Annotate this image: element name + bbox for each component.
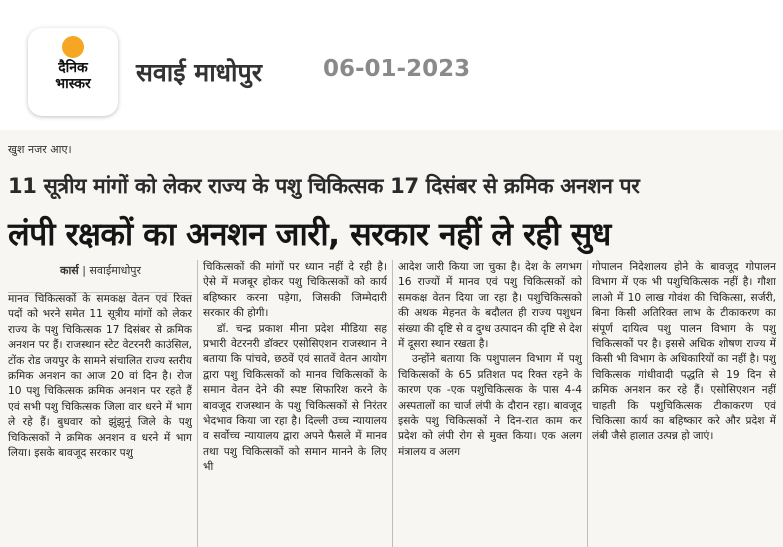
column-2-paragraph-1: चिकित्सकों की मांगों पर ध्यान नहीं दे रही है। ऐसे में मजबूर होकर पशु चिकित्सकों को कार्य बहिष्कार करना पड़ेगा, जिसकी जिम्मेदारी सरकार की होगी। [203, 261, 387, 320]
byline-source: कार्स [60, 264, 79, 277]
cut-off-text [260, 130, 780, 139]
edition-date: 06-01-2023 [323, 56, 471, 82]
article-column-3 [398, 260, 582, 547]
article-kicker: 11 सूत्रीय मांगों को लेकर राज्य के पशु चिकित्सक 17 दिसंबर से क्रमिक अनशन पर [8, 174, 640, 198]
article-column-1 [8, 292, 192, 547]
newspaper-clipping [0, 130, 783, 547]
column-4-paragraph-1: गोपालन निदेशालय होने के बावजूद गोपालन विभाग में एक भी पशुचिकित्सक नहीं है। गौशा लाओ में 10 लाख गोवंश की चिकित्सा, सर्जरी, बिना किसी अतिरिक्त लाभ के टीकाकरण का संपूर्ण दायित्व पशु पालन विभाग के पशु चिकित्सकों पर है। इससे अधिक शोषण राज्य में किसी भी विभाग के अधिकारियों का नहीं है। पशु चिकित्सक गांधीवादी पद्धति से 19 दिन से क्रमिक अनशन कर रहे हैं। एसोसिएशन नहीं चाहती कि पशुचिकित्सक टीकाकरण एवं चिकित्सा कार्य का बहिष्कार करे और प्रदेश में लंबी जैसे हालात उत्पन्न हो जाएं। [592, 261, 776, 443]
column-1-paragraph-1: मानव चिकित्सकों के समकक्ष वेतन एवं रिक्त पदों को भरने समेत 11 सूत्रीय मांगों को लेकर राज्य के पशु चिकित्सक 17 दिसंबर से क्रमिक अनशन पर हैं। राजस्थान स्टेट वेटरनरी काउंसिल, टोंक रोड जयपुर के सामने संचालित राज्य स्तरीय क्रमिक अनशन का आज 20 वां दिन है। रोज 10 पशु चिकित्सक क्रमिक अनशन पर रहते हैं एवं सभी पशु चिकित्सक जिला वार धरने में भाग ले रहे हैं। बुधवार को झुंझुनूं जिले के पशु चिकित्सकों ने क्रमिक अनशन व धरने में भाग लिया। इसके बावजूद सरकार पशु [8, 293, 192, 460]
article-byline [60, 263, 141, 278]
column-divider [392, 260, 393, 547]
article-column-2 [203, 260, 387, 547]
column-3-paragraph-1: आदेश जारी किया जा चुका है। देश के लगभग 16 राज्यों में मानव एवं पशु चिकित्सकों को समकक्ष वेतन दिया जा रहा है। पशुचिकित्सको की अथक मेहनत के बदौलत ही राज्य पशुधन संख्या की दृष्टि से व दुग्ध उत्पादन की दृष्टि से देश में दूसरा स्थान रखता है। [398, 261, 582, 351]
article-column-4 [592, 260, 776, 547]
column-divider [587, 260, 588, 547]
previous-article-fragment: खुश नजर आए। [8, 143, 72, 156]
sun-icon [62, 36, 84, 58]
column-3-paragraph-2: उन्होंने बताया कि पशुपालन विभाग में पशु चिकित्सकों के 65 प्रतिशत पद रिक्त रहने के कारण एक -एक पशुचिकित्सक के पास 4-4 अस्पतालों का चार्ज लंपी के दौरान रहा। बावजूद इसके पशु चिकित्सकों ने दिन-रात काम कर प्रदेश को लंपी रोग से मुक्त किया। एक अलग मंत्रालय व अलग [398, 353, 582, 458]
page-header [0, 0, 783, 130]
dainik-bhaskar-logo[interactable] [28, 28, 118, 116]
article-headline: लंपी रक्षकों का अनशन जारी, सरकार नहीं ले रही सुध [8, 215, 611, 253]
logo-text-top: दैनिक [58, 60, 88, 76]
byline-place: सवाईमाधोपुर [89, 264, 142, 277]
column-divider [197, 260, 198, 547]
column-2-paragraph-2: डॉ. चन्द्र प्रकाश मीना प्रदेश मीडिया सह प्रभारी वेटरनरी डॉक्टर एसोसिएशन राजस्थान ने बताया कि पांचवे, छठवें एवं सातवें वेतन आयोग द्वारा पशु चिकित्सकों को मानव चिकित्सकों के समान वेतन देने की स्पष्ट सिफारिश करने के बावजूद राजस्थान के पशु चिकित्सकों से निरंतर भेदभाव किया जा रहा है। दिल्ली उच्च न्यायालय व सर्वोच्च न्यायालय द्वारा अपने फैसले में मानव तथा पशु चिकित्सकों को समान मानने के लिए भी [203, 322, 387, 474]
byline-separator: | [82, 264, 86, 277]
logo-text-bottom: भास्कर [55, 76, 91, 92]
edition-city: सवाई माधोपुर [136, 58, 262, 87]
